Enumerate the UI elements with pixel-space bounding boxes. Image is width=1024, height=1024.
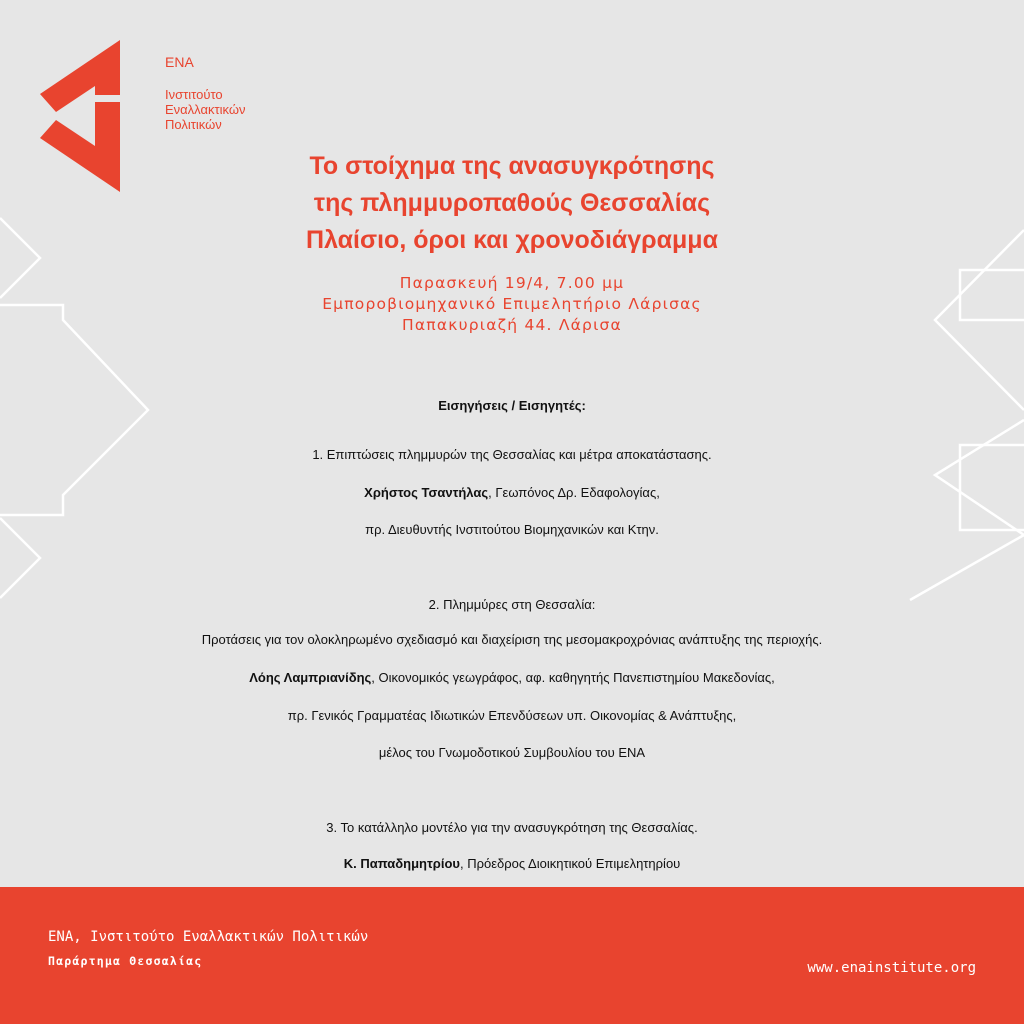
talk3-topic: 3. Το κατάλληλο μοντέλο για την ανασυγκρότηση της Θεσσαλίας. [326, 820, 698, 835]
title-line2: της πλημμυροπαθούς Θεσσαλίας [313, 189, 711, 217]
talk2-topic: 2. Πλημμύρες στη Θεσσαλία: [428, 597, 596, 612]
talk2-speaker-role1: , Οικονομικός γεωγράφος, αφ. καθηγητής Πανεπιστημίου Μακεδονίας, [371, 670, 775, 685]
footer-bar [0, 887, 1024, 1024]
talk3-speaker [0, 856, 1024, 871]
brand-name-line2: Εναλλακτικών [165, 102, 246, 117]
title-line1: Το στοίχημα της ανασυγκρότησης [309, 152, 715, 180]
talk2-subtopic: Προτάσεις για τον ολοκληρωμένο σχεδιασμό και διαχείριση της μεσομακροχρόνιας ανάπτυξης της περιοχής. [201, 632, 823, 647]
talk3-speaker-name: Κ. Παπαδημητρίου [343, 856, 460, 871]
talk1-speaker-role2: πρ. Διευθυντής Ινστιτούτου Βιομηχανικών και Κτην. [365, 522, 659, 537]
brand-acronym: ΕΝΑ [165, 54, 194, 70]
footer-website-link[interactable]: www.enainstitute.org [807, 960, 976, 976]
right-arrow-extra-icon [910, 535, 1024, 600]
talk1-topic: 1. Επιπτώσεις πλημμυρών της Θεσσαλίας και μέτρα αποκατάστασης. [312, 447, 712, 462]
event-title [0, 148, 1024, 259]
brand-name-line3: Πολιτικών [165, 117, 222, 132]
event-address: Παπακυριαζή 44. Λάρισα [402, 316, 622, 334]
event-details [0, 273, 1024, 336]
event-venue: Εμποροβιομηχανικό Επιμελητήριο Λάρισας [322, 295, 702, 313]
talk1-speaker-role1: , Γεωπόνος Δρ. Εδαφολογίας, [488, 485, 660, 500]
talk1-speaker [0, 485, 1024, 500]
footer-org-line: ΕΝΑ, Ινστιτούτο Εναλλακτικών Πολιτικών [48, 929, 369, 945]
talk1-speaker-name: Χρήστος Τσαντήλας [364, 485, 489, 500]
talk2-speaker [0, 670, 1024, 685]
speakers-heading: Εισηγήσεις / Εισηγητές: [438, 398, 586, 413]
footer-branch-line: Παράρτημα Θεσσαλίας [48, 954, 203, 968]
talk2-speaker-role2: πρ. Γενικός Γραμματέας Ιδιωτικών Επενδύσεων υπ. Οικονομίας & Ανάπτυξης, [287, 708, 737, 723]
event-date-time: Παρασκευή 19/4, 7.00 μμ [399, 274, 625, 292]
title-line3: Πλαίσιο, όροι και χρονοδιάγραμμα [306, 226, 718, 254]
talk2-speaker-name: Λόης Λαμπριανίδης [249, 670, 372, 685]
talk3-speaker-role1: , Πρόεδρος Διοικητικού Επιμελητηρίου [459, 856, 681, 871]
right-arrow-lower-icon [935, 420, 1024, 535]
brand-name-line1: Ινστιτούτο [165, 87, 223, 102]
talk2-speaker-role3: μέλος του Γνωμοδοτικού Συμβουλίου του ΕΝΑ [378, 745, 646, 760]
org-name-block [165, 55, 246, 132]
